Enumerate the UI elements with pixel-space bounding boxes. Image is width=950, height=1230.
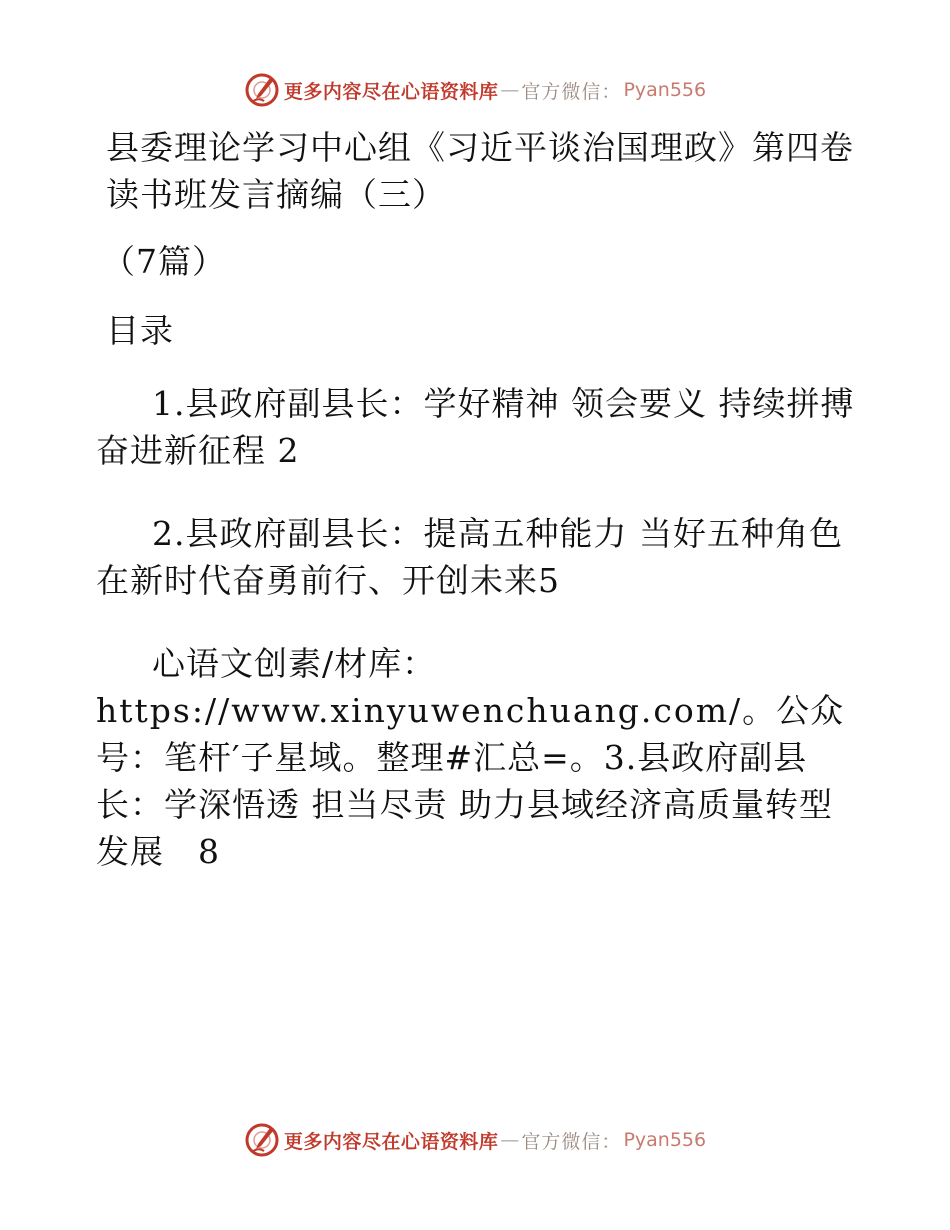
toc-item-3 bbox=[96, 640, 856, 875]
quill-pen-logo-icon bbox=[244, 1122, 280, 1158]
header-watermark-banner bbox=[0, 72, 950, 108]
document-title: 县委理论学习中心组《习近平谈治国理政》第四卷读书班发言摘编（三） bbox=[106, 128, 854, 214]
article-count: （7篇） bbox=[102, 242, 226, 281]
banner-main-text: 更多内容尽在心语资料库 bbox=[283, 1130, 499, 1153]
banner-wechat-id: Pyan556 bbox=[623, 1129, 707, 1151]
quill-pen-logo-icon bbox=[244, 72, 280, 108]
banner-wechat-label: 官方微信： bbox=[521, 1130, 622, 1153]
source-url-link[interactable]: https://www.xinyuwenchuang.com/ bbox=[96, 691, 743, 730]
document-body bbox=[96, 124, 856, 875]
banner-main-text: 更多内容尽在心语资料库 bbox=[283, 80, 499, 103]
banner-separator: — bbox=[500, 79, 520, 101]
toc-item-3-prefix: 心语文创素/材库： bbox=[152, 644, 437, 683]
footer-watermark-banner bbox=[0, 1122, 950, 1158]
banner-separator: — bbox=[500, 1129, 520, 1151]
toc-item-1: 1.县政府副县长：学好精神 领会要义 持续拼搏奋进新征程 2 bbox=[96, 384, 855, 470]
toc-item-3-suffix: 。公众号：笔杆′子星域。整理#汇总=。3.县政府副县长：学深悟透 担当尽责 助力县域经济高质量转型发展 8 bbox=[96, 691, 845, 871]
banner-wechat-label: 官方微信： bbox=[521, 80, 622, 103]
toc-heading: 目录 bbox=[106, 311, 174, 350]
toc-item-2: 2.县政府副县长：提高五种能力 当好五种角色 在新时代奋勇前行、开创未来5 bbox=[96, 514, 843, 600]
banner-wechat-id: Pyan556 bbox=[623, 79, 707, 101]
